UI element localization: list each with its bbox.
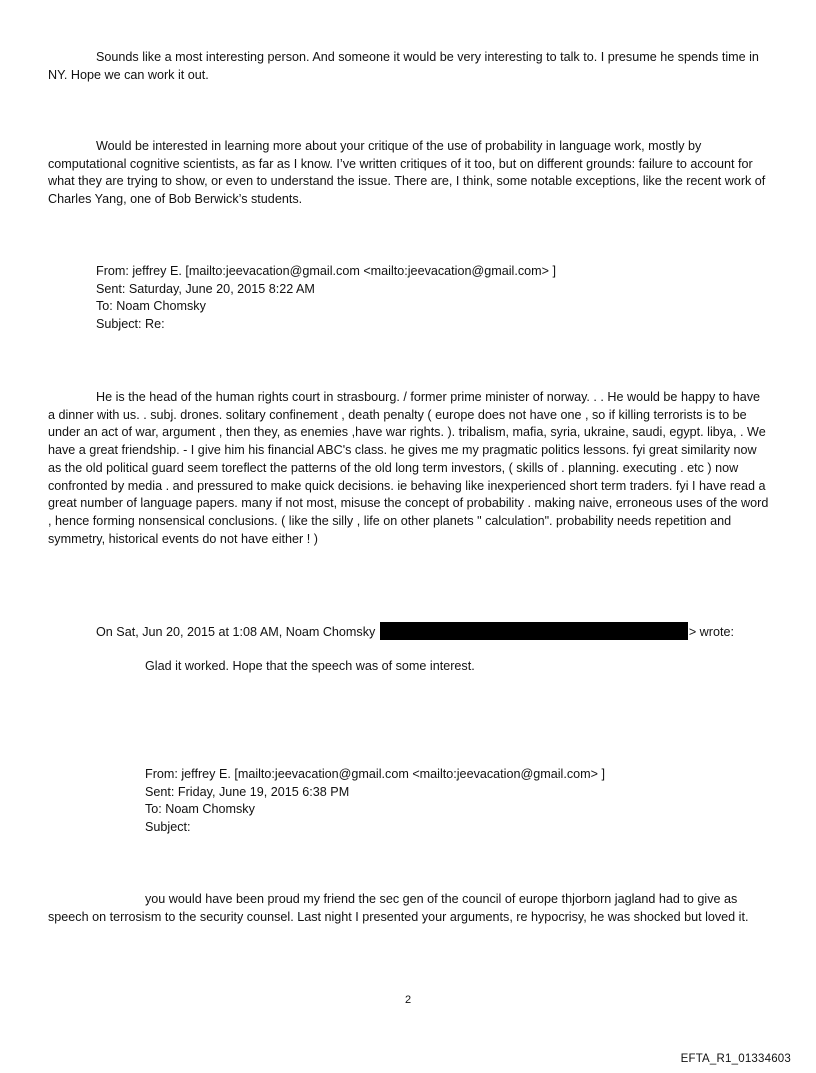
header-sent: Sent: Saturday, June 20, 2015 8:22 AM <box>96 281 315 296</box>
paragraph-proud: you would have been proud my friend the sec gen of the council of europe thjorborn jagland had to give as speech on terrosism to the security counsel. Last night I presented your arguments, re hypocrisy, he was shocked but loved it. <box>48 892 749 924</box>
quote-prefix: On Sat, Jun 20, 2015 at 1:08 AM, Noam Chomsky <box>96 625 379 639</box>
redaction-box <box>380 622 688 640</box>
paragraph-probability-critique: Would be interested in learning more about your critique of the use of probability in language work, mostly by computational cognitive scientists, as far as I know. I’ve written critiques of it too, but on different grounds: failure to account for what they are trying to show, or even to understand the issue. There are, I think, some notable exceptions, like the recent work of Charles Yang, one of Bob Berwick’s students. <box>48 139 766 207</box>
email-header-2 <box>145 766 765 837</box>
page-number: 2 <box>404 994 412 1006</box>
header-subject: Subject: <box>145 820 191 835</box>
header-to: To: Noam Chomsky <box>96 299 206 314</box>
header-sent: Sent: Friday, June 19, 2015 6:38 PM <box>145 784 350 799</box>
paragraph-glad-it-worked: Glad it worked. Hope that the speech was of some interest. <box>145 659 475 673</box>
header-to: To: Noam Chomsky <box>145 802 255 817</box>
document-id: EFTA_R1_01334603 <box>680 1053 791 1065</box>
paragraph-reply-interest: Sounds like a most interesting person. And someone it would be very interesting to talk to. I presume he spends time in NY. Hope we can work it out. <box>48 50 759 82</box>
quote-suffix: > wrote: <box>688 625 734 639</box>
header-subject: Subject: Re: <box>96 317 165 332</box>
quote-attribution <box>96 622 734 642</box>
header-from: From: jeffrey E. [mailto:jeevacation@gmail.com <mailto:jeevacation@gmail.com> ] <box>96 264 556 278</box>
paragraph-strasbourg: He is the head of the human rights court in strasbourg. / former prime minister of norway. . . He would be happy to have a dinner with us. . subj. drones. solitary confinement , death penalty ( europe does not have one , so if killing terrorists is to be under an act of war, argument , then they, as enemies ,have war rights. ). tribalism, mafia, syria, ukraine, saudi, egypt. libya, . We have a great friendship. - I give him his financial ABC's class. he gives me my pragmatic politics lessons. fyi great similarity now as the old political guard seem toreflect the patterns of the old long term investors, ( skills of . planning. executing . etc ) now confronted by media . and pressured to make quick decisions. ie behaving like inexperienced short term traders. fyi I have read a great number of language papers. many if not most, misuse the concept of probability . making naive, erroneous uses of the word , hence forming nonsensical conclusions. ( like the silly , life on other planets " calculation". probability needs repetition and symmetry, historical events do not have either ! ) <box>48 390 769 546</box>
email-header-1 <box>96 263 736 334</box>
header-from: From: jeffrey E. [mailto:jeevacation@gmail.com <mailto:jeevacation@gmail.com> ] <box>145 767 605 781</box>
